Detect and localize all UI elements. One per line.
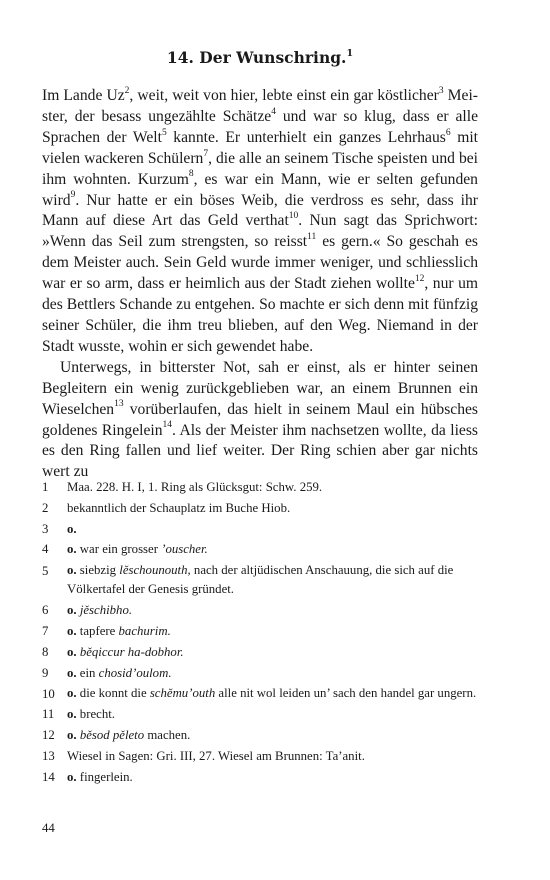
footnote-ref: 6 — [445, 127, 451, 138]
paragraph-text: , die alle an seinem Tische speisten und bei ihm wohnten. Kurzum — [42, 149, 478, 188]
paragraph-text: es gern.« So geschah es dem Meister auch. Sein Geld wurde immer weniger, und schliesslich war er so arm, dass er heimlich aus der Stadt ziehen wollte — [42, 233, 478, 293]
paragraph-text: vorüberlaufen, das hielt in seinem Maul ein hübsches goldenes Ringelein — [42, 400, 478, 439]
footnote-number: 3 — [42, 521, 49, 536]
paragraph-1 — [42, 86, 478, 358]
paragraph-text: Meister, der besass ungezählte Schätze — [42, 87, 478, 125]
footnote-item — [42, 600, 478, 621]
footnote-item — [42, 704, 478, 725]
footnote-item — [42, 498, 478, 519]
footnote-bold: o. — [67, 769, 77, 784]
paragraph-2 — [42, 358, 478, 483]
footnote-number: 10 — [42, 687, 55, 702]
paragraph-text: . Nun sagt das Sprichwort: »Wenn das Seil zum strengsten, so reisst — [42, 212, 478, 251]
paragraph-text: mit vielen wackeren Schülern — [42, 128, 478, 167]
footnote-item — [42, 642, 478, 663]
footnote-ref: 7 — [203, 148, 209, 159]
footnote-number: 9 — [42, 665, 49, 680]
footnote-item — [42, 663, 478, 684]
footnote-text: Wiesel in Sagen: Gri. III, 27. Wiesel am Brunnen: Ta’anit. — [67, 748, 365, 763]
footnote-italic: chosid’oulom. — [98, 665, 172, 680]
footnote-text: Maa. 228. H. I, 1. Ring als Glücksgut: Schw. 259. — [67, 480, 323, 494]
footnote-italic: ’ouscher. — [161, 542, 208, 557]
footnote-number: 13 — [42, 748, 55, 763]
footnote-item — [42, 519, 478, 540]
footnote-ref: 13 — [114, 399, 124, 410]
paragraph-text: Unterwegs, in bitterster Not, sah er einst, als er hinter seinen Begleitern ein wenig zurückgeblieben war, an einem Brunnen ein Wieselchen — [42, 358, 478, 418]
paragraph-text: , nur um des Bettlers Schande zu entgehen. So machte er sich denn mit fünfzig seiner Schüler, die ihm treu blieben, auf den Weg. Niemand in der Stadt wusste, wohin er sich gewendet habe. — [42, 275, 478, 355]
footnote-text: bekanntlich der Schauplatz im Buche Hiob. — [67, 500, 291, 515]
footnote-number: 5 — [42, 564, 49, 579]
footnote-ref: 5 — [161, 127, 167, 138]
footnote-number: 7 — [42, 623, 49, 638]
footnote-item — [42, 621, 478, 642]
footnote-italic: běsod pěleto — [79, 728, 145, 743]
paragraph-text: . Als der Meister ihm nachsetzen wollte, da liess es den Ring fallen und lief weiter. Der Ring schien aber gar nichts wert zu — [42, 421, 478, 481]
footnote-item — [42, 539, 478, 560]
footnote-number: 11 — [42, 707, 55, 722]
footnote-text: alle nit wol leiden un’ sach den handel gar ungern. — [215, 686, 477, 701]
footnote-text: ein — [76, 665, 99, 680]
footnote-ref: 11 — [307, 232, 317, 243]
footnote-bold: o. — [67, 603, 77, 618]
paragraph-text: kannte. Er unterhielt ein ganzes Lehrhaus — [166, 128, 446, 146]
footnote-ref: 2 — [124, 85, 130, 96]
footnote-bold: o. — [67, 563, 77, 578]
paragraph-text: . Nur hatte er ein böses Weib, die verdross es sehr, dass ihr Mann auf diese Art das Geld verthat — [42, 191, 478, 230]
footnote-item — [42, 767, 478, 788]
footnote-item — [42, 477, 478, 498]
footnote-item — [42, 561, 478, 599]
footnote-italic: běqiccur ha-dobhor. — [79, 644, 184, 659]
page-number: 44 — [42, 821, 55, 835]
footnote-bold: o. — [67, 644, 77, 659]
footnote-ref: 3 — [438, 85, 444, 96]
paragraph-text: , weit, weit von hier, lebte einst ein gar köstlicher — [129, 87, 439, 104]
footnote-number: 1 — [42, 480, 49, 494]
footnote-number: 12 — [42, 728, 55, 743]
footnote-bold: o. — [67, 665, 77, 680]
footnote-italic: bachurim. — [118, 623, 171, 638]
footnote-text: nach der altjüdischen Anschauung, die sich auf die Völkertafel der Genesis gründet. — [67, 563, 454, 597]
footnote-italic: jěschibho. — [79, 603, 133, 618]
footnote-number: 2 — [42, 500, 49, 515]
page-body — [42, 38, 478, 483]
footnote-item — [42, 684, 478, 703]
paragraph-text: , es war ein Mann, wie er selten gefunden wird — [42, 170, 478, 209]
footnote-item — [42, 725, 478, 746]
footnote-text: war ein grosser — [76, 542, 162, 557]
footnote-ref: 8 — [188, 169, 194, 180]
footnote-number: 8 — [42, 644, 49, 659]
footnote-number: 14 — [42, 769, 55, 784]
main-text — [42, 86, 478, 483]
footnote-italic: schěmu’outh — [149, 686, 216, 701]
footnote-text: tapfere — [76, 623, 119, 638]
footnote-bold: o. — [67, 707, 77, 722]
footnote-number: 6 — [42, 603, 49, 618]
footnote-bold: o. — [67, 542, 77, 557]
footnote-ref: 4 — [271, 106, 276, 117]
footnotes-section — [42, 477, 478, 788]
footnote-italic: lěschounouth, — [119, 563, 191, 578]
footnote-bold: o. — [67, 686, 77, 701]
paragraph-text: und war so klug, dass er alle Sprachen der Welt — [42, 107, 478, 146]
footnote-text: die konnt die — [76, 686, 150, 701]
footnote-ref: 9 — [70, 190, 76, 201]
chapter-title — [42, 48, 478, 67]
footnote-ref: 14 — [162, 420, 173, 431]
paragraph-text: Im Lande Uz — [42, 87, 125, 104]
footnote-bold: o. — [67, 728, 77, 743]
footnote-text: fingerlein. — [76, 769, 133, 784]
footnote-text: brecht. — [76, 707, 115, 722]
footnote-text: siebzig — [76, 563, 120, 578]
footnote-ref: 10 — [288, 211, 299, 222]
footnote-number: 4 — [42, 542, 49, 557]
footnote-bold: o. — [67, 623, 77, 638]
chapter-title-footnote-ref: 1 — [346, 47, 354, 59]
footnote-item — [42, 746, 478, 767]
chapter-title-text: 14. Der Wunschring. — [166, 48, 347, 67]
footnote-text: machen. — [144, 728, 191, 743]
footnote-bold: o. — [67, 521, 77, 536]
footnote-ref: 12 — [414, 273, 425, 284]
